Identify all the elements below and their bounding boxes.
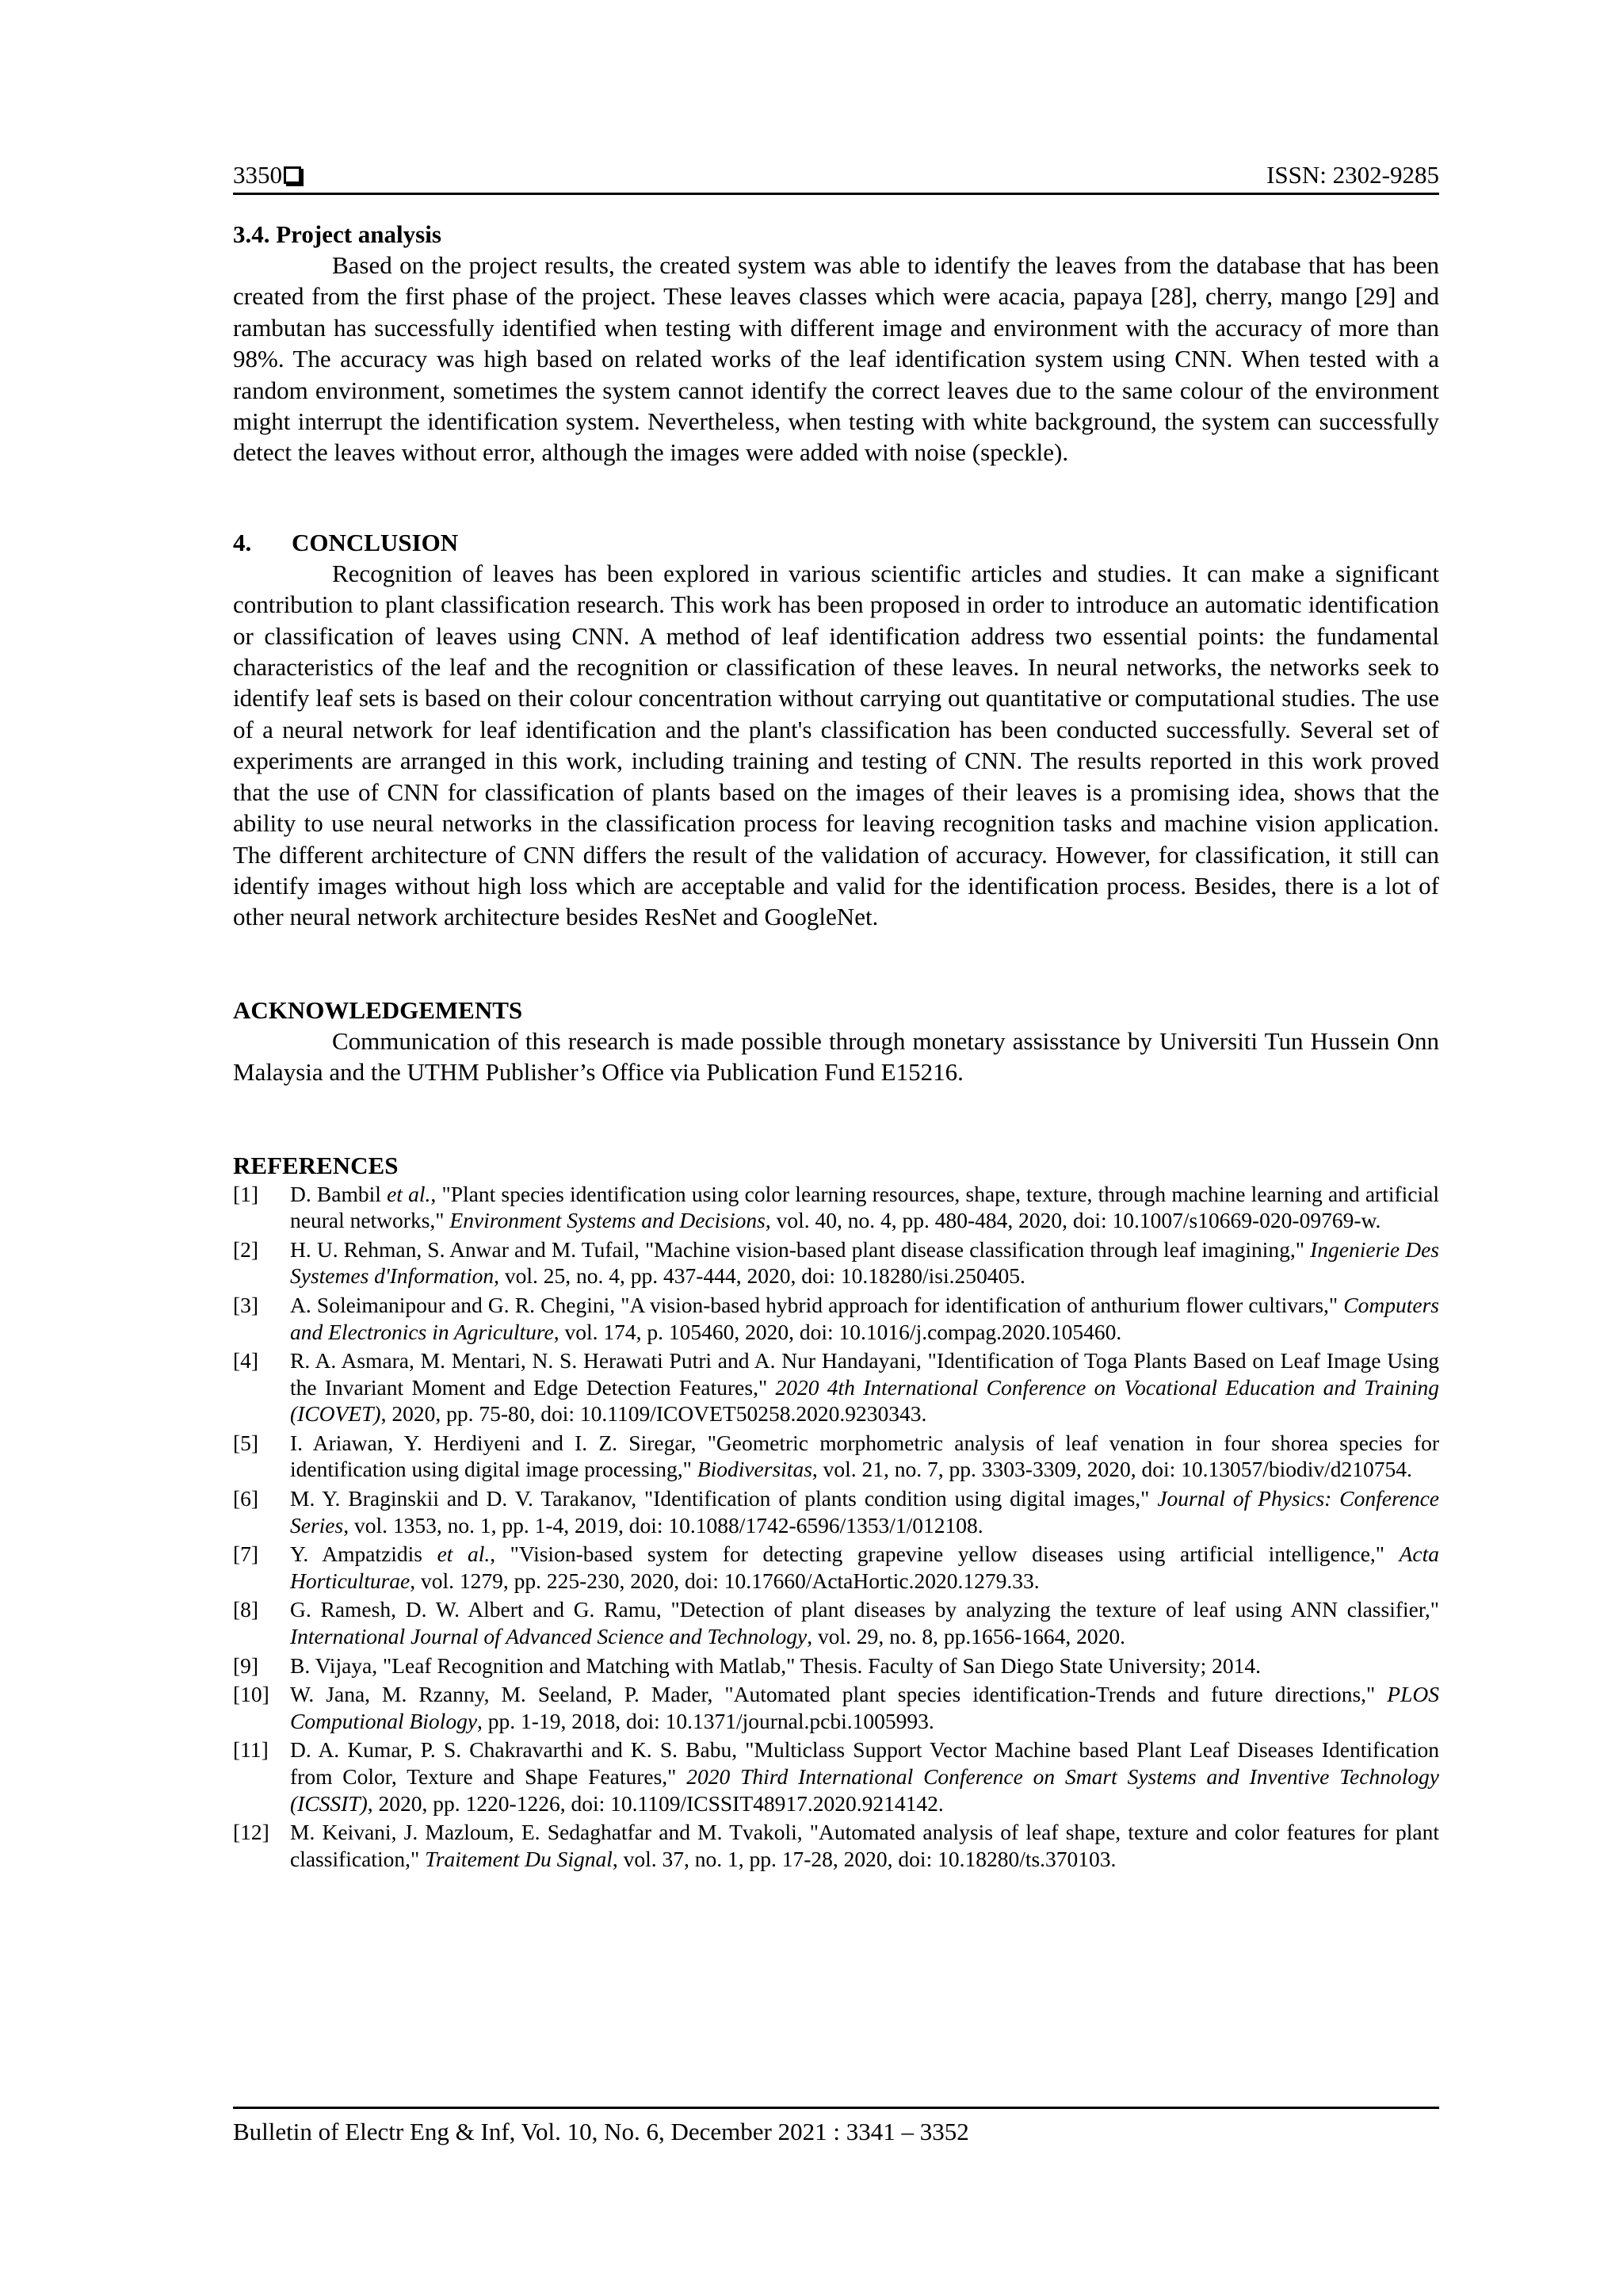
reference-authors-title: I. Ariawan, Y. Herdiyeni and I. Z. Siregar, "Geometric morphometric analysis of leaf venation in four shorea species for identification using digital image processing," <box>290 1430 1439 1482</box>
reference-item <box>233 1736 1439 1817</box>
conclusion-number: 4. <box>233 528 252 556</box>
reference-text <box>290 1347 1439 1427</box>
reference-label: [1] <box>233 1181 259 1206</box>
reference-details: , vol. 40, no. 4, pp. 480-484, 2020, doi: 10.1007/s10669-020-09769-w. <box>765 1208 1381 1233</box>
reference-list <box>233 1181 1439 1873</box>
reference-label: [12] <box>233 1820 269 1845</box>
reference-item <box>233 1347 1439 1427</box>
reference-label: [5] <box>233 1430 259 1455</box>
reference-details: , 2020, pp. 75-80, doi: 10.1109/ICOVET50258.2020.9230343. <box>380 1401 927 1427</box>
reference-etal: et al. <box>387 1181 431 1206</box>
reference-item <box>233 1430 1439 1483</box>
reference-etal: et al. <box>437 1541 491 1567</box>
reference-venue: 2020 4th International Conference on Vocational Education and Training (ICOVET) <box>290 1374 1439 1427</box>
section-title-acknowledgements: ACKNOWLEDGEMENTS <box>233 995 523 1024</box>
page-body <box>233 219 1439 1874</box>
reference-item <box>233 1681 1439 1734</box>
reference-text <box>290 1236 1439 1289</box>
reference-label: [11] <box>233 1737 269 1763</box>
reference-authors-title: H. U. Rehman, S. Anwar and M. Tufail, "Machine vision-based plant disease classification through leaf imagining," <box>290 1236 1311 1262</box>
reference-authors-title: G. Ramesh, D. W. Albert and G. Ramu, "Detection of plant diseases by analyzing the texture of leaf using ANN classifier," <box>290 1597 1439 1622</box>
reference-label: [8] <box>233 1597 259 1622</box>
reference-label: [10] <box>233 1682 269 1707</box>
acknowledgements-paragraph: Communication of this research is made possible through monetary assisstance by Universiti Tun Hussein Onn Malaysia and the UTHM Publisher’s Office via Publication Fund E15216. <box>233 1026 1439 1087</box>
reference-authors-title: D. A. Kumar, P. S. Chakravarthi and K. S. Babu, "Multiclass Support Vector Machine based Plant Leaf Diseases Identification from Color, Texture and Shape Features," <box>290 1737 1439 1789</box>
reference-label: [4] <box>233 1348 259 1373</box>
reference-venue: Journal of Physics: Conference Series <box>290 1486 1439 1538</box>
reference-venue: International Journal of Advanced Science and Technology <box>290 1624 808 1649</box>
reference-authors-title: M. Y. Braginskii and D. V. Tarakanov, "Identification of plants condition using digital images," <box>290 1486 1158 1511</box>
reference-item <box>233 1819 1439 1872</box>
reference-title: , "Plant species identification using color learning resources, shape, texture, through machine learning and artificial neural networks," <box>290 1181 1439 1233</box>
reference-authors-title: B. Vijaya, "Leaf Recognition and Matching with Matlab," Thesis. Faculty of San Diego State University; 2014. <box>290 1652 1261 1678</box>
reference-text <box>290 1485 1439 1538</box>
reference-authors-title: D. Bambil <box>290 1181 388 1206</box>
reference-details: , vol. 29, no. 8, pp.1656-1664, 2020. <box>807 1624 1126 1649</box>
reference-details: , 2020, pp. 1220-1226, doi: 10.1109/ICSSIT48917.2020.9214142. <box>367 1790 944 1816</box>
footer-rule <box>233 2107 1439 2109</box>
reference-venue: Traitement Du Signal <box>425 1846 613 1871</box>
reference-label: [9] <box>233 1652 259 1678</box>
reference-item <box>233 1485 1439 1538</box>
reference-label: [3] <box>233 1292 259 1317</box>
reference-item <box>233 1236 1439 1289</box>
reference-item <box>233 1652 1439 1679</box>
reference-details: , pp. 1-19, 2018, doi: 10.1371/journal.pcbi.1005993. <box>477 1708 934 1733</box>
page-number-block <box>233 160 301 190</box>
reference-authors-title: A. Soleimanipour and G. R. Chegini, "A vision-based hybrid approach for identification of anthurium flower cultivars," <box>290 1292 1344 1317</box>
section-title-project-analysis: 3.4. Project analysis <box>233 220 441 248</box>
reference-venue: Acta Horticulturae <box>290 1541 1439 1593</box>
reference-venue: Ingenierie Des Systemes d'Information <box>290 1236 1439 1289</box>
reference-label: [7] <box>233 1541 259 1567</box>
page-footer: Bulletin of Electr Eng & Inf, Vol. 10, No. 6, December 2021 : 3341 – 3352 <box>233 2118 969 2145</box>
project-analysis-paragraph: Based on the project results, the created system was able to identify the leaves from the database that has been created from the first phase of the project. These leaves classes which were acacia, papaya [28], cherry, mango [29] and rambutan has successfully identified when testing with different image and environment with the accuracy of more than 98%. The accuracy was high based on related works of the leaf identification system using CNN. When tested with a random environment, sometimes the system cannot identify the correct leaves due to the same colour of the environment might interrupt the identification system. Nevertheless, when testing with white background, the system can successfully detect the leaves without error, although the images were added with noise (speckle). <box>233 251 1439 467</box>
page-number: 3350 <box>233 161 282 189</box>
reference-title: , "Vision-based system for detecting grapevine yellow diseases using artificial intelligence," <box>490 1541 1400 1567</box>
reference-authors-title: M. Keivani, J. Mazloum, E. Sedaghatfar and M. Tvakoli, "Automated analysis of leaf shape, texture and color features for plant classification," <box>290 1820 1439 1871</box>
reference-item <box>233 1292 1439 1345</box>
reference-details: , vol. 1353, no. 1, pp. 1-4, 2019, doi: 10.1088/1742-6596/1353/1/012108. <box>343 1512 983 1538</box>
reference-text <box>290 1819 1439 1872</box>
reference-venue: Environment Systems and Decisions <box>449 1208 766 1233</box>
reference-details: , vol. 174, p. 105460, 2020, doi: 10.1016/j.compag.2020.105460. <box>553 1319 1122 1344</box>
reference-item <box>233 1541 1439 1594</box>
reference-item <box>233 1181 1439 1234</box>
conclusion-paragraph: Recognition of leaves has been explored in various scientific articles and studies. It can make a significant contribution to plant classification research. This work has been proposed in order to introduce an automatic identification or classification of leaves using CNN. A method of leaf identification address two essential points: the fundamental characteristics of the leaf and the recognition or classification of these leaves. In neural networks, the networks seek to identify leaf sets is based on their colour concentration without carrying out quantitative or computational studies. The use of a neural network for leaf identification and the plant's classification has been conducted successfully. Several set of experiments are arranged in this work, including training and testing of CNN. The results reported in this work proved that the use of CNN for classification of plants based on the images of their leaves is a promising idea, shows that the ability to use neural networks in the classification process for leaving recognition tasks and machine vision application. The different architecture of CNN differs the result of the validation of accuracy. However, for classification, it still can identify images without high loss which are acceptable and valid for the identification process. Besides, there is a lot of other neural network architecture besides ResNet and GoogleNet. <box>233 559 1439 931</box>
reference-details: , vol. 1279, pp. 225-230, 2020, doi: 10.17660/ActaHortic.2020.1279.33. <box>410 1568 1040 1593</box>
reference-text <box>290 1736 1439 1817</box>
reference-details: , vol. 25, no. 4, pp. 437-444, 2020, doi: 10.18280/isi.250405. <box>494 1263 1025 1289</box>
reference-text <box>290 1681 1439 1734</box>
box-icon <box>284 166 301 184</box>
reference-venue: Computers and Electronics in Agriculture <box>290 1292 1439 1344</box>
section-title-conclusion <box>233 527 1439 558</box>
reference-authors-title: Y. Ampatzidis <box>290 1541 437 1567</box>
reference-text <box>290 1652 1439 1679</box>
reference-details: , vol. 37, no. 1, pp. 17-28, 2020, doi: 10.18280/ts.370103. <box>612 1846 1117 1871</box>
reference-venue: PLOS Computional Biology <box>290 1682 1439 1733</box>
reference-authors-title: W. Jana, M. Rzanny, M. Seeland, P. Mader, "Automated plant species identification-Trends and future directions," <box>290 1682 1388 1707</box>
reference-authors-title: R. A. Asmara, M. Mentari, N. S. Herawati Putri and A. Nur Handayani, "Identification of Toga Plants Based on Leaf Image Using the Invariant Moment and Edge Detection Features," <box>290 1348 1439 1400</box>
reference-text <box>290 1541 1439 1594</box>
reference-item <box>233 1596 1439 1649</box>
reference-venue: 2020 Third International Conference on Smart Systems and Inventive Technology (ICSSIT) <box>290 1764 1439 1816</box>
reference-text <box>290 1292 1439 1345</box>
conclusion-title: CONCLUSION <box>292 528 459 556</box>
header-rule <box>233 193 1439 195</box>
section-title-references: REFERENCES <box>233 1151 399 1179</box>
reference-text <box>290 1596 1439 1649</box>
issn: ISSN: 2302-9285 <box>1266 161 1439 189</box>
reference-text <box>290 1430 1439 1483</box>
page-header <box>233 155 1439 190</box>
reference-details: , vol. 21, no. 7, pp. 3303-3309, 2020, doi: 10.13057/biodiv/d210754. <box>812 1457 1412 1482</box>
reference-text <box>290 1181 1439 1234</box>
reference-label: [2] <box>233 1236 259 1262</box>
reference-label: [6] <box>233 1486 259 1511</box>
reference-venue: Biodiversitas <box>697 1457 812 1482</box>
